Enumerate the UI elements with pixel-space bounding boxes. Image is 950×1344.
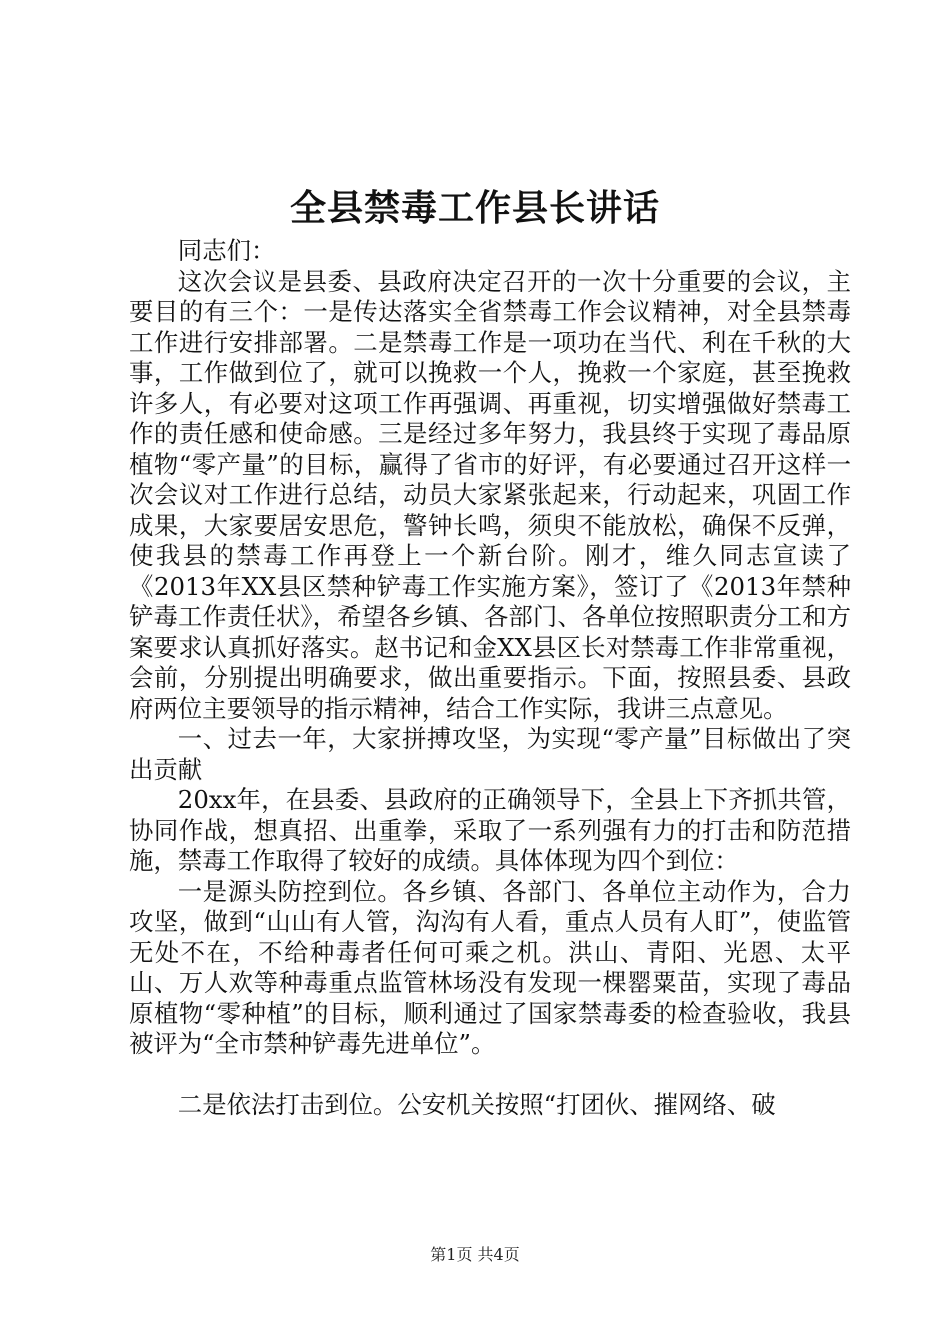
document-body [129,236,851,1120]
paragraph-intro: 这次会议是县委、县政府决定召开的一次十分重要的会议，主要目的有三个：一是传达落实全省禁毒工作会议精神，对全县禁毒工作进行安排部署。二是禁毒工作是一项功在当代、利在千秋的大事，工作做到位了，就可以挽救一个人，挽救一个家庭，甚至挽救许多人，有必要对这项工作再强调、再重视，切实增强做好禁毒工作的责任感和使命感。三是经过多年努力，我县终于实现了毒品原植物“零产量”的目标，赢得了省市的好评，有必要通过召开这样一次会议对工作进行总结，动员大家紧张起来，行动起来，巩固工作成果，大家要居安思危，警钟长鸣，须臾不能放松，确保不反弹，使我县的禁毒工作再登上一个新台阶。刚才，维久同志宣读了《2013年XX县区禁种铲毒工作实施方案》，签订了《2013年禁种铲毒工作责任状》，希望各乡镇、各部门、各单位按照职责分工和方案要求认真抓好落实。赵书记和金XX县区长对禁毒工作非常重视，会前，分别提出明确要求，做出重要指示。下面，按照县委、县政府两位主要领导的指示精神，结合工作实际，我讲三点意见。 [129,266,851,723]
page-footer: 第1页 共4页 [430,1245,520,1264]
paragraph-summary: 20xx年，在县委、县政府的正确领导下，全县上下齐抓共管，协同作战，想真招、出重拳，采取了一系列强有力的打击和防范措施，禁毒工作取得了较好的成绩。具体体现为四个到位： [129,785,851,875]
paragraph-point-2: 二是依法打击到位。公安机关按照“打团伙、摧网络、破 [177,1089,776,1119]
paragraph-point-1: 一是源头防控到位。各乡镇、各部门、各单位主动作为，合力攻坚，做到“山山有人管，沟沟有人看，重点人员有人盯”，使监管无处不在，不给种毒者任何可乘之机。洪山、青阳、光恩、太平山、万人欢等种毒重点监管林场没有发现一棵罂粟苗，实现了毒品原植物“零种植”的目标，顺利通过了国家禁毒委的检查验收，我县被评为“全市禁种铲毒先进单位”。 [129,876,851,1058]
document-title: 全县禁毒工作县长讲话 [289,187,660,229]
salutation: 同志们： [177,236,276,265]
section-heading-1: 一、过去一年，大家拼搏攻坚，为实现“零产量”目标做出了突出贡献 [129,724,851,784]
